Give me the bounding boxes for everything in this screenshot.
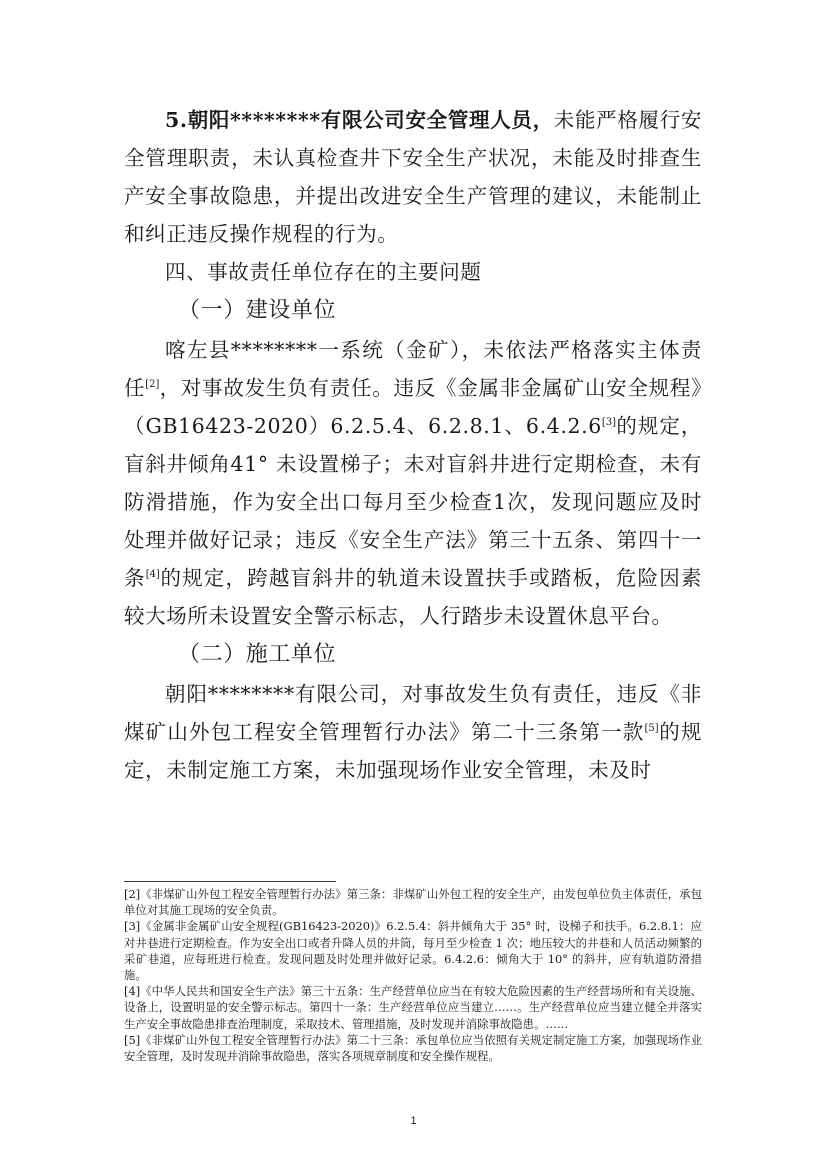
paragraph-text: 的规定，跨越盲斜井的轨道未设置扶手或踏板，危险因素较大场所未设置安全警示标志，人行踏步未设置休息平台。	[124, 566, 702, 628]
page-number: 1	[410, 1115, 417, 1127]
footnote-divider	[124, 881, 336, 882]
footnote-ref-5[interactable]: [5]	[644, 723, 659, 735]
paragraph-item-5-text: 未能严格履行安全管理职责，未认真检查井下安全生产状况，未能及时排查生产安全事故隐患，并提出改进安全生产管理的建议，未能制止和纠正违反操作规程的行为。	[124, 108, 703, 246]
paragraph-item-5-lead: 5.朝阳********有限公司安全管理人员，	[165, 108, 554, 132]
paragraph-text: 朝阳********有限公司，对事故发生负有责任，违反《非煤矿山外包工程安全管理暂行办法》第二十三条第一款	[124, 682, 702, 744]
footnote-ref-2[interactable]: [2]	[145, 379, 160, 391]
paragraph-text: ，对事故发生负有责任。违反《金属非金属矿山安全规程》（GB16423-2020）6.2.5.4、6.2.8.1、6.4.2.6	[124, 376, 702, 438]
footnote-3: [3]《金属非金属矿山安全规程(GB16423-2020)》6.2.5.4：斜井倾角大于 35° 时，设梯子和扶手。6.2.8.1：应对井巷进行定期检查。作为安全出口或者升降人员的井筒，每月至少检查 1 次；地压较大的井巷和人员活动频繁的采矿巷道，应每班进行检查。发现问题及时处理并做好记录。6.4.2.6：倾角大于 10° 的斜井，应有轨道防滑措施。	[124, 919, 702, 983]
subsection-heading-contractor-unit: （二）施工单位	[178, 642, 337, 667]
paragraph-text: 喀左县********一系统（金矿），未依法严格落实主体责任	[124, 338, 702, 400]
footnote-ref-4[interactable]: [4]	[145, 569, 160, 581]
paragraph-item-5	[124, 101, 702, 253]
paragraph-text: 的规定，盲斜井倾角41° 未设置梯子；未对盲斜井进行定期检查，未有防滑措施，作为安全出口每月至少检查1次，发现问题应及时处理并做好记录；违反《安全生产法》第三十五条、第四十一条	[124, 414, 702, 590]
subsection-heading-construction-unit: （一）建设单位	[178, 298, 337, 323]
footnote-2: [2]《非煤矿山外包工程安全管理暂行办法》第三条：非煤矿山外包工程的安全生产，由发包单位负主体责任，承包单位对其施工现场的安全负责。	[124, 887, 702, 918]
paragraph-construction-unit	[124, 331, 702, 635]
main-body-text	[124, 101, 702, 789]
footnotes-section	[124, 886, 702, 1064]
paragraph-contractor-unit	[124, 675, 702, 789]
paragraph-text: 的规定，未制定施工方案，未加强现场作业安全管理，未及时	[124, 720, 702, 782]
footnote-4: [4]《中华人民共和国安全生产法》第三十五条：生产经营单位应当在有较大危险因素的生产经营场所和有关设施、设备上，设置明显的安全警示标志。第四十一条：生产经营单位应当建立……。生产经营单位应当建立健全并落实生产安全事故隐患排查治理制度，采取技术、管理措施，及时发现并消除事故隐患。……	[124, 984, 702, 1031]
footnote-ref-3[interactable]: [3]	[601, 417, 617, 429]
section-heading-4: 四、事故责任单位存在的主要问题	[165, 260, 482, 284]
footnote-5: [5]《非煤矿山外包工程安全管理暂行办法》第二十三条：承包单位应当依照有关规定制定施工方案，加强现场作业安全管理，及时发现并消除事故隐患，落实各项规章制度和安全操作规程。	[124, 1032, 702, 1064]
